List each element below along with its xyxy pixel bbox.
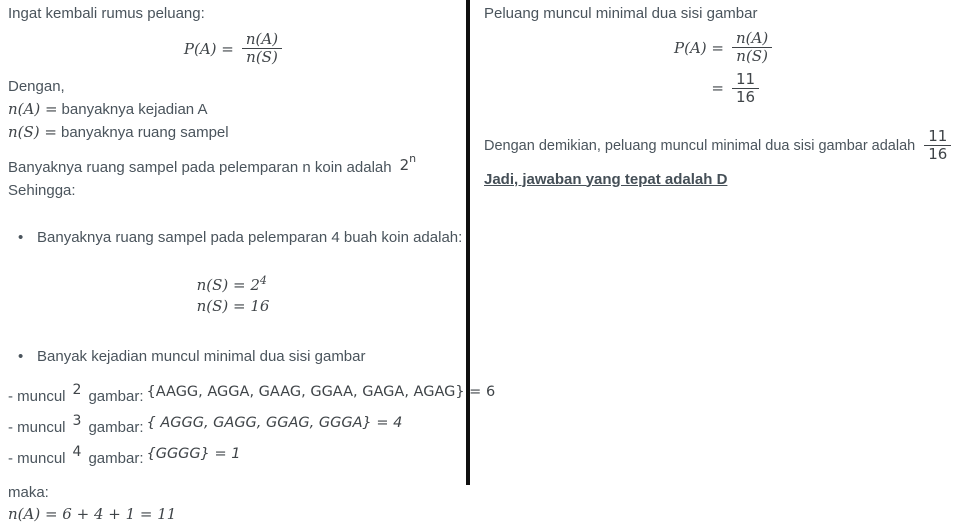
case-set: { AGGG, GAGG, GGAG, GGGA} = 4	[146, 414, 403, 431]
def-na-text: banyaknya kejadian A	[61, 100, 208, 118]
def-ns-math: n(S) =	[8, 122, 57, 141]
ns-eq-power: $n(S) = 2^4$	[196, 273, 267, 294]
case-set: {AAGG, AGGA, GAAG, GGAA, GAGA, AGAG} = 6	[146, 383, 496, 400]
calc-lhs: P(A) =	[674, 38, 724, 57]
fraction-denominator: n(S)	[242, 48, 282, 66]
formula-fraction	[242, 31, 282, 67]
fraction-numerator: n(A)	[245, 30, 279, 48]
calc-fraction-value	[732, 71, 759, 107]
fraction-denominator: 16	[732, 88, 759, 106]
fraction-numerator: 11	[736, 69, 756, 88]
conclusion-text: Dengan demikian, peluang muncul minimal dua sisi gambar adalah	[484, 137, 916, 154]
right-column	[470, 0, 969, 485]
formula-lhs: P(A) =	[183, 39, 234, 58]
calc-fraction	[732, 30, 772, 66]
bullet2-text: Banyak kejadian muncul minimal dua sisi gambar	[37, 347, 366, 365]
calc-lhs: =	[711, 79, 724, 98]
def-na-math: n(A) =	[8, 99, 58, 118]
definition-na	[8, 101, 466, 118]
def-ns-text: banyaknya ruang sampel	[60, 123, 229, 141]
calc-row-value	[666, 71, 772, 107]
sample-space-line	[8, 151, 466, 176]
sehingga-label: Sehingga:	[8, 181, 76, 199]
dengan-label: Dengan,	[8, 77, 65, 95]
case-prefix: - muncul	[8, 387, 66, 405]
fraction-denominator: n(S)	[732, 47, 772, 65]
bullet-item-events	[18, 348, 466, 365]
case-set: {GGGG} = 1	[146, 445, 241, 462]
conclusion-line	[484, 128, 969, 164]
bullet-item-sample-space	[18, 229, 466, 246]
case-number: 2	[72, 381, 82, 398]
na-total-equation: n(A) = 6 + 4 + 1 = 11	[8, 504, 177, 523]
case-prefix: - muncul	[8, 418, 66, 436]
fraction-numerator: 11	[928, 127, 948, 145]
case-four-gambar	[8, 443, 466, 481]
probability-calculation	[666, 30, 772, 106]
case-mid: gambar:	[88, 449, 144, 467]
fraction-numerator: n(A)	[736, 29, 769, 47]
case-number: 4	[72, 443, 82, 460]
sample-space-text: Banyaknya ruang sampel pada pelemparan n koin adalah	[8, 158, 392, 176]
case-prefix: - muncul	[8, 449, 66, 467]
conclusion-fraction	[924, 128, 951, 164]
right-title: Peluang muncul minimal dua sisi gambar	[484, 5, 758, 22]
two-power-n: 2$^n$	[399, 151, 417, 174]
bullet-icon	[18, 229, 37, 246]
bullet-icon	[18, 348, 37, 365]
ns-equations	[197, 270, 270, 317]
case-mid: gambar:	[88, 418, 144, 436]
case-mid: gambar:	[88, 387, 144, 405]
fraction-denominator: 16	[924, 145, 951, 163]
final-answer: Jadi, jawaban yang tepat adalah D	[484, 170, 728, 188]
maka-label: maka:	[8, 483, 49, 501]
intro-text: Ingat kembali rumus peluang:	[8, 5, 205, 22]
calc-row-formula	[666, 30, 772, 66]
definition-ns	[8, 124, 466, 141]
probability-formula	[184, 31, 282, 67]
case-number: 3	[72, 412, 82, 429]
event-cases	[8, 381, 496, 481]
bullet1-text: Banyaknya ruang sampel pada pelemparan 4 buah koin adalah:	[37, 228, 463, 246]
ns-eq-value: n(S) = 16	[196, 296, 270, 315]
